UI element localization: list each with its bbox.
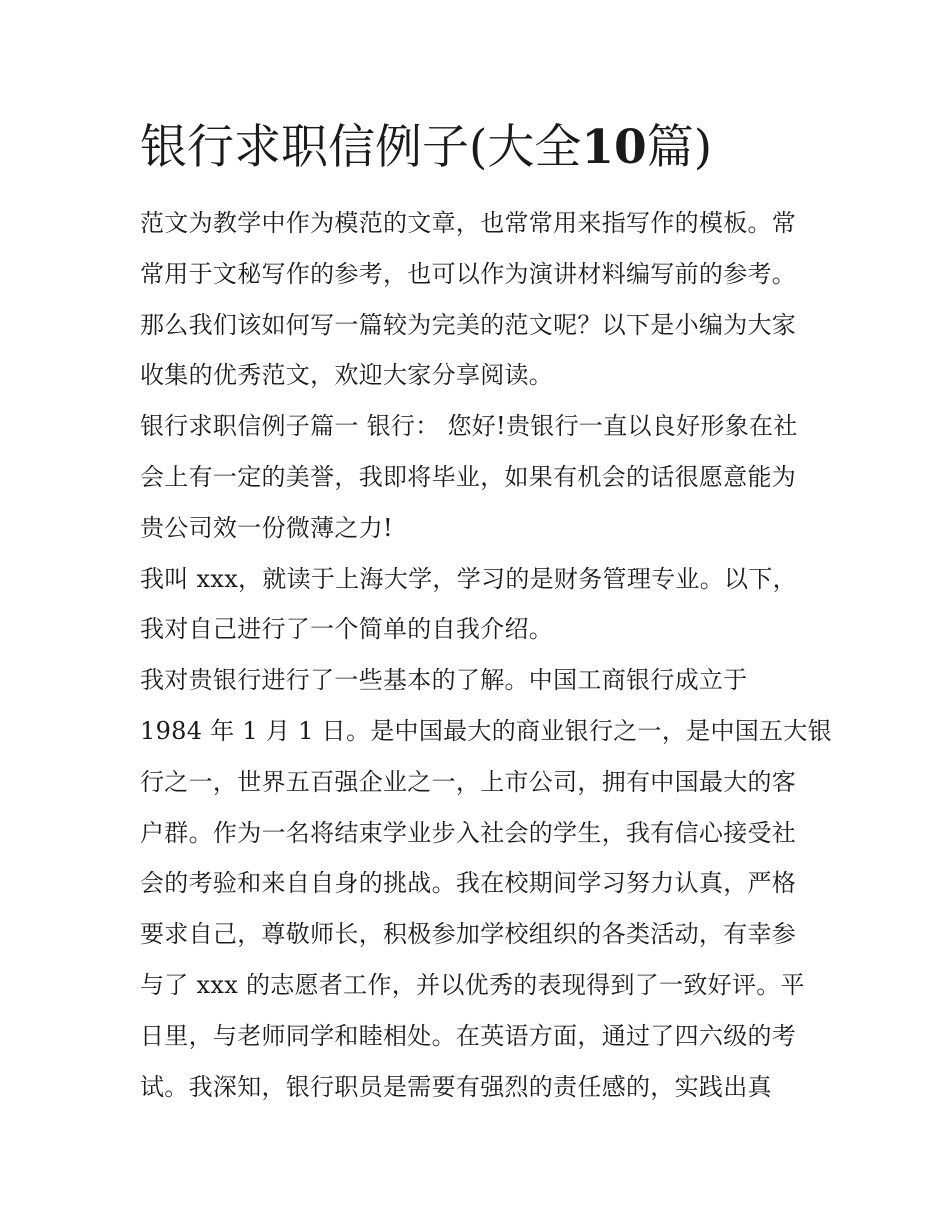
document-title xyxy=(140,116,840,180)
body-line: 行之一，世界五百强企业之一，上市公司，拥有中国最大的客 xyxy=(140,767,797,796)
body-line: 那么我们该如何写一篇较为完美的范文呢？以下是小编为大家 xyxy=(140,310,797,339)
body-line: 日里，与老师同学和睦相处。在英语方面，通过了四六级的考 xyxy=(140,1021,797,1050)
body-line: 我对贵银行进行了一些基本的了解。中国工商银行成立于 xyxy=(140,666,748,695)
body-line: 常用于文秘写作的参考，也可以作为演讲材料编写前的参考。 xyxy=(140,259,797,288)
body-line: 我对自己进行了一个简单的自我介绍。 xyxy=(140,615,554,644)
body-line: 范文为教学中作为模范的文章，也常常用来指写作的模板。常 xyxy=(140,209,797,237)
title-end-text: 篇) xyxy=(646,120,713,175)
body-line: 银行求职信例子篇一 银行： 您好!贵银行一直以良好形象在社 xyxy=(140,412,798,441)
title-number: 10 xyxy=(581,120,647,175)
body-line: 要求自己，尊敬师长，积极参加学校组织的各类活动，有幸参 xyxy=(140,920,797,949)
body-line: 试。我深知，银行职员是需要有强烈的责任感的，实践出真 xyxy=(140,1072,772,1101)
body-line: 与了 xxx 的志愿者工作，并以优秀的表现得到了一致好评。平 xyxy=(140,970,805,999)
title-main-text: 银行求职信例子(大全 xyxy=(140,120,582,175)
body-line: 收集的优秀范文，欢迎大家分享阅读。 xyxy=(140,361,554,390)
body-line: 我叫 xxx，就读于上海大学，学习的是财务管理专业。以下， xyxy=(140,564,797,593)
body-line: 会的考验和来自自身的挑战。我在校期间学习努力认真，严格 xyxy=(140,869,797,898)
body-line: 会上有一定的美誉，我即将毕业，如果有机会的话很愿意能为 xyxy=(140,462,797,491)
body-line: 贵公司效一份微薄之力! xyxy=(140,513,393,542)
body-line: 户群。作为一名将结束学业步入社会的学生，我有信心接受社 xyxy=(140,818,797,847)
document-body xyxy=(140,198,832,1112)
body-line: 1984 年 1 月 1 日。是中国最大的商业银行之一，是中国五大银 xyxy=(140,716,832,745)
